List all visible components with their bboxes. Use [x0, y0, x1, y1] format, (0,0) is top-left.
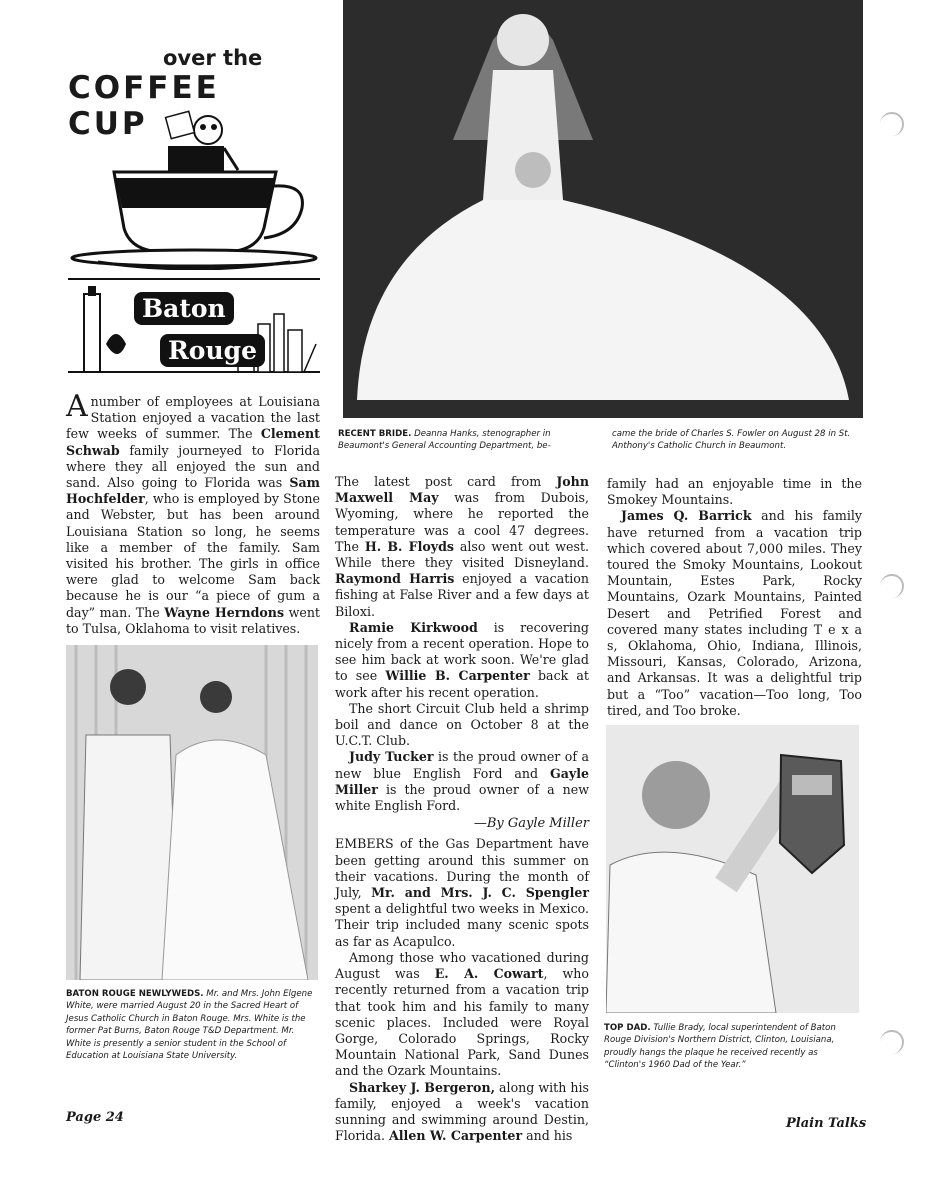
top-dad-photo — [606, 725, 859, 1013]
col3-p2: James Q. Barrick and his family have returned from a vacation trip which covered about 7,000 miles. They toured the Smoky Mountains, Lookout Mountain, Estes Park, Rocky Mountains, Ozark Mountains, Painted Desert and Petrified Forest and covered many states including T e x a s, Oklahoma, Ohio, Indiana, Illinois, Missouri, Kansas, Colorado, Arizona, and Arkansas. It was a delightful trip but a “Too” vacation—Too long, Too tired, and Too broke. — [607, 508, 862, 718]
binder-hole-mark — [880, 112, 904, 136]
logo-over-the: over the — [163, 46, 263, 70]
top-dad-caption-lead: TOP DAD. — [604, 1023, 651, 1033]
col1-article — [66, 389, 320, 637]
newlyweds-caption — [66, 988, 318, 1062]
col3-p1: family had an enjoyable time in the Smokey Mountains. — [607, 476, 862, 508]
coffee-cup-logo — [68, 40, 320, 270]
logo-cup: CUP — [68, 106, 148, 142]
header-rule — [68, 278, 320, 280]
col2-p7: Sharkey J. Bergeron, along with his family, enjoyed a week's vacation sunning and swimming around Destin, Florida. Allen W. Carpenter and his — [335, 1079, 589, 1144]
col2-p1: The latest post card from John Maxwell May was from Dubois, Wyoming, where he reported the temperature was a cool 47 degrees. The H. B. Floyds also went out west. While there they visited Disneyland. Raymond Harris enjoyed a vacation fishing at False River and a few days at Biloxi. — [335, 474, 590, 619]
col2-signoff: —By Gayle Miller — [473, 816, 589, 832]
bride-photo — [343, 0, 863, 418]
binder-hole-mark — [880, 1030, 904, 1054]
col2-p2: Ramie Kirkwood is recovering nicely from a recent operation. Hope to see him back at work soon. We're glad to see Willie B. Carpenter back at work after his recent operation. — [335, 619, 589, 700]
top-dad-caption — [604, 1022, 860, 1072]
bride-caption-text-a: Deanna Hanks, stenographer in Beaumont's General Accounting Department, be- — [338, 429, 551, 452]
col1-dropcap: A — [66, 389, 88, 424]
bride-caption-b — [612, 428, 862, 453]
newlyweds-caption-text: Mr. and Mrs. John Elgene White, were married August 20 in the Sacred Heart of Jesus Catholic Church in Baton Rouge. Mrs. White is the former Pat Burns, Baton Rouge T&D Department. Mr. White is presently a senior student in the School of Education at Louisiana State University. — [66, 989, 313, 1062]
bride-caption-a — [338, 428, 594, 453]
col2-p6: Among those who vacationed during August was E. A. Cowart, who recently returned from a vacation trip that took him and his family to many scenic places. Included were Royal Gorge, Colorado Springs, Rocky Mountain National Park, Sand Dunes and the Ozark Mountains. — [335, 949, 589, 1079]
banner-rouge: Rouge — [160, 334, 265, 367]
baton-rouge-banner — [68, 284, 320, 384]
magazine-name: Plain Talks — [786, 1116, 867, 1131]
col3-article — [607, 476, 862, 719]
col2-p4: Judy Tucker is the proud owner of a new blue English Ford and Gayle Miller is the proud owner of a new white English Ford. — [335, 749, 589, 814]
bride-caption-text-b: came the bride of Charles S. Fowler on August 28 in St. Anthony's Catholic Church in Beaumont. — [612, 429, 851, 452]
col2-p3: The short Circuit Club held a shrimp boil and dance on October 8 at the U.C.T. Club. — [335, 700, 589, 749]
col2-p5 — [335, 836, 589, 949]
top-dad-caption-text: Tullie Brady, local superintendent of Baton Rouge Division's Northern District, Clinton, Louisiana, proudly hangs the plaque he received recently as “Clinton's 1960 Dad of the Year.” — [604, 1023, 836, 1071]
col2-p5-text: EMBERS of the Gas Department have been getting around this summer on their vacations. During the month of July, Mr. and Mrs. J. C. Spengler spent a delightful two weeks in Mexico. Their trip included many scenic spots as far as Acapulco. — [335, 836, 589, 949]
newlyweds-photo — [66, 645, 318, 980]
bride-caption-lead: RECENT BRIDE. — [338, 429, 412, 439]
col2-article — [335, 474, 589, 1144]
logo-coffee: COFFEE — [68, 70, 220, 106]
binder-hole-mark — [880, 574, 904, 598]
banner-baton: Baton — [134, 292, 234, 325]
col1-paragraph: number of employees at Louisiana Station enjoyed a vacation the last few weeks of summer. The Clement Schwab family journeyed to Florida where they all enjoyed the sun and sand. Also going to Florida was Sam Hochfelder, who is employed by Stone and Webster, but has been around Louisiana Station so long, he seems like a member of the family. Sam visited his brother. The girls in office were glad to welcome Sam back because he is our “a piece of gum a day” man. The Wayne Herndons went to Tulsa, Oklahoma to visit relatives. — [66, 394, 320, 636]
coffee-cup-illustration — [68, 100, 320, 270]
newlyweds-caption-lead: BATON ROUGE NEWLYWEDS. — [66, 989, 204, 999]
page-number: Page 24 — [66, 1110, 124, 1125]
